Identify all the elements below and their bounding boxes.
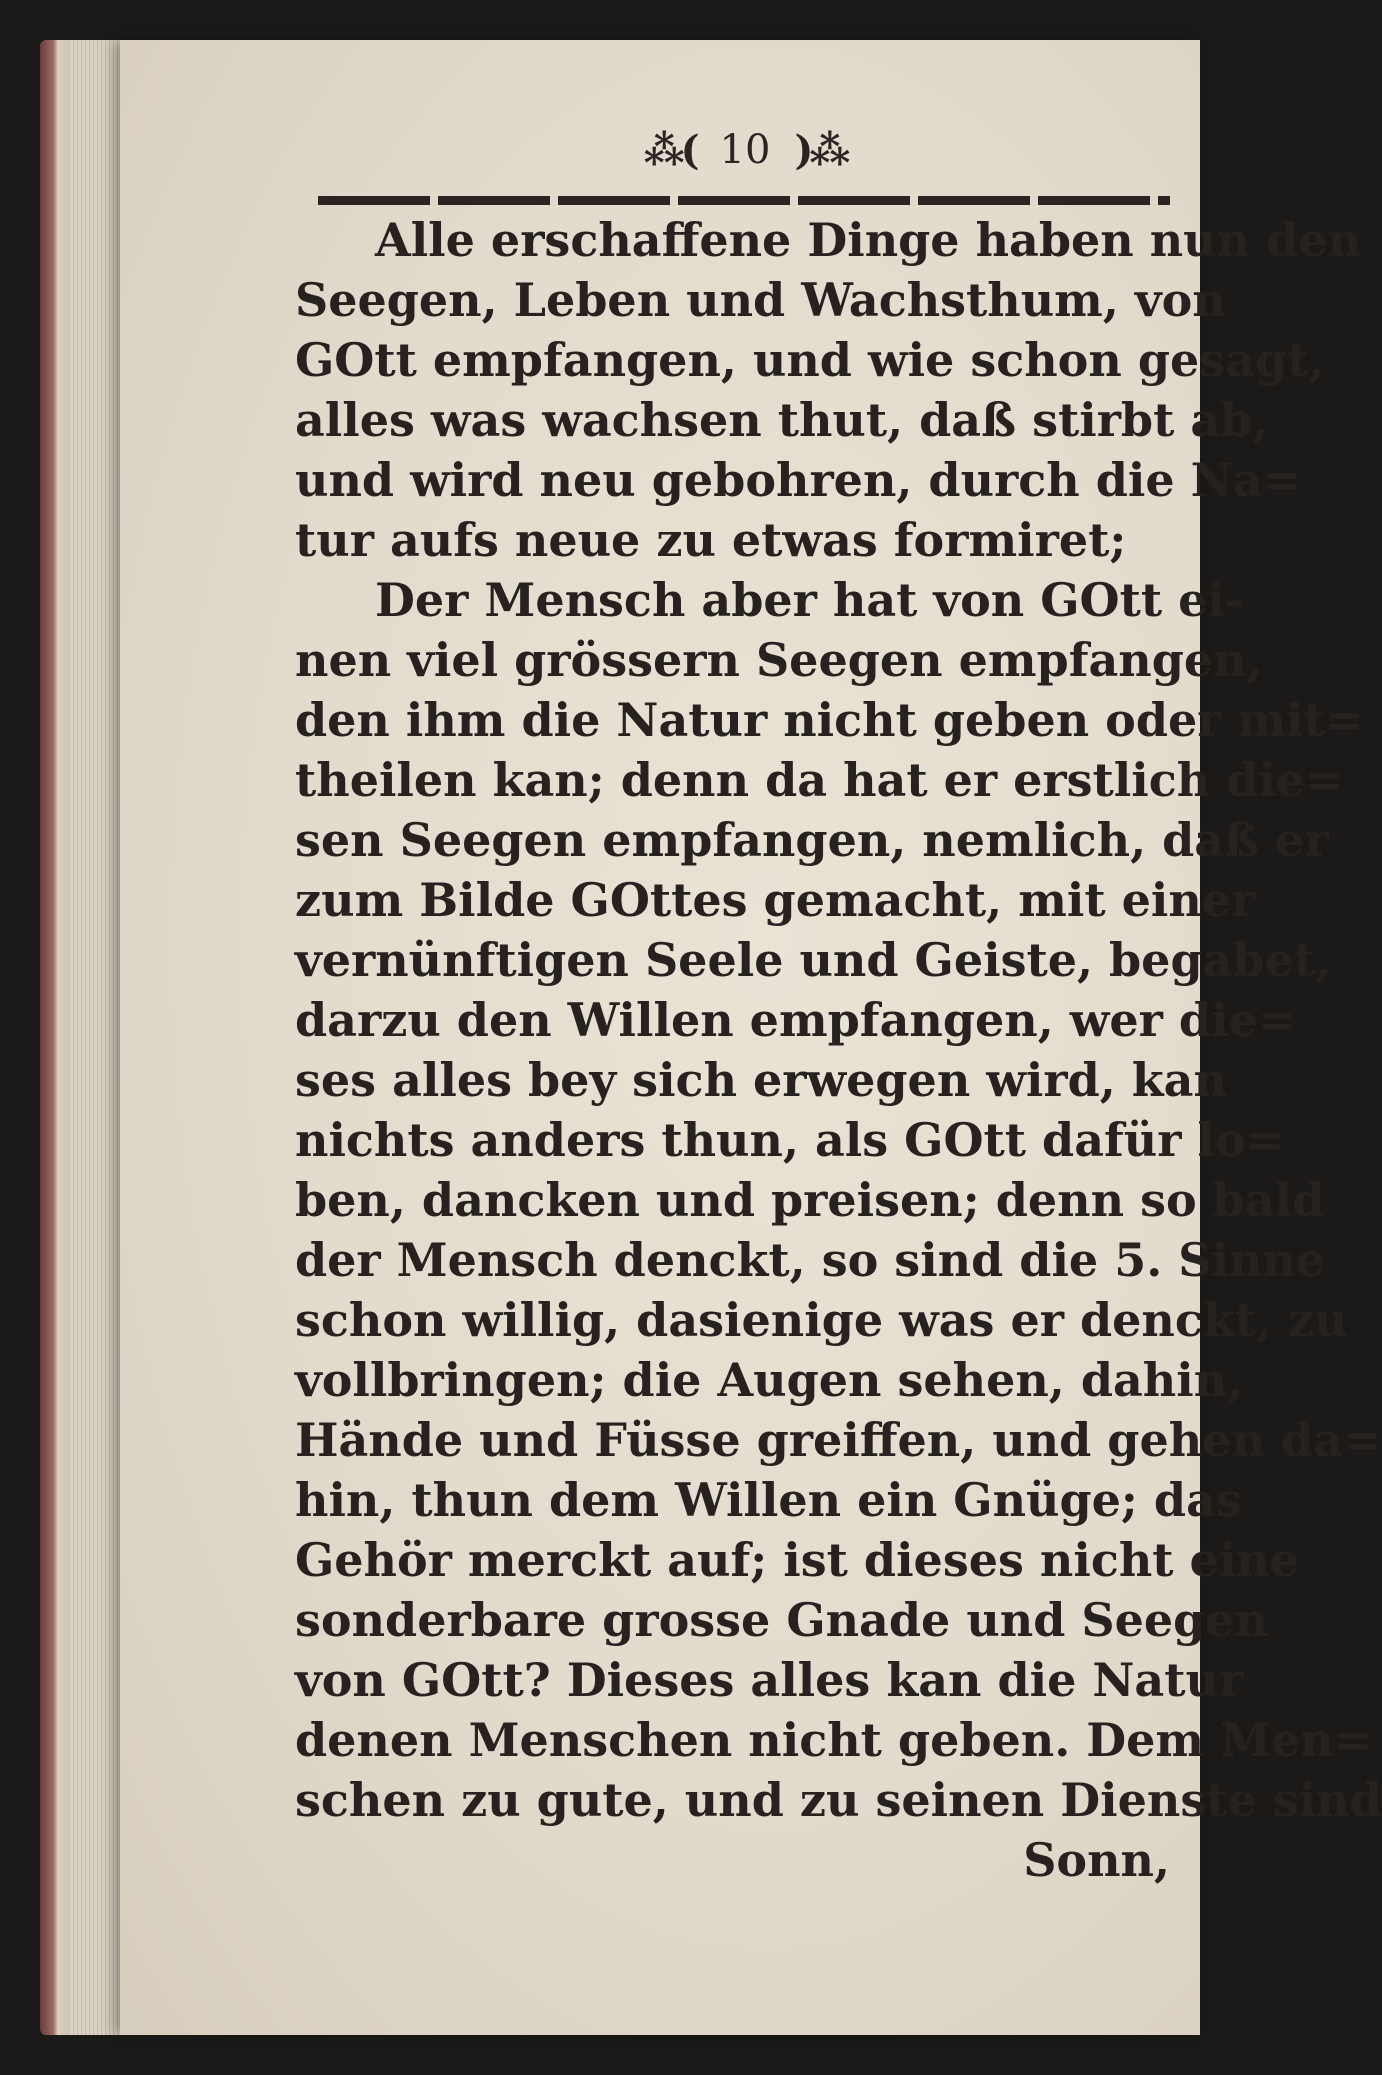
text-line: Seegen, Leben und Wachsthum, von: [295, 273, 1226, 327]
text-line: vernünftigen Seele und Geiste, begabet,: [295, 933, 1332, 987]
text-line: schon willig, dasienige was er denckt, zu: [295, 1293, 1348, 1347]
text-line: Gehör merckt auf; ist dieses nicht eine: [295, 1533, 1299, 1587]
text-line: von GOtt? Dieses alles kan die Natur: [295, 1653, 1244, 1707]
catchword: Sonn,: [1023, 1833, 1170, 1887]
text-line: GOtt empfangen, und wie schon gesagt,: [295, 333, 1325, 387]
text-line: den ihm die Natur nicht geben oder mit=: [295, 693, 1364, 747]
text-line: tur aufs neue zu etwas formiret;: [295, 513, 1127, 567]
text-line: alles was wachsen thut, daß stirbt ab,: [295, 393, 1269, 447]
text-line: ses alles bey sich erwegen wird, kan: [295, 1053, 1227, 1107]
text-line: theilen kan; denn da hat er erstlich die=: [295, 753, 1344, 807]
text-line: Der Mensch aber hat von GOtt ei-: [375, 573, 1244, 627]
text-line: nen viel grössern Seegen empfangen,: [295, 633, 1263, 687]
text-line: hin, thun dem Willen ein Gnüge; das: [295, 1473, 1242, 1527]
text-line: der Mensch denckt, so sind die 5. Sinne: [295, 1233, 1326, 1287]
text-line: und wird neu gebohren, durch die Na=: [295, 453, 1302, 507]
text-line: Hände und Füsse greiffen, und gehen da=: [295, 1413, 1382, 1467]
page-number: 10: [719, 127, 771, 173]
text-line: darzu den Willen empfangen, wer die=: [295, 993, 1297, 1047]
page-header: [320, 120, 1170, 180]
header-ornament-left: ⁂(: [643, 126, 696, 174]
text-line: nichts anders thun, als GOtt dafür lo=: [295, 1113, 1285, 1167]
text-line: vollbringen; die Augen sehen, dahin,: [295, 1353, 1244, 1407]
text-line: schen zu gute, und zu seinen Dienste sind: [295, 1773, 1382, 1827]
text-line: sen Seegen empfangen, nemlich, daß er: [295, 813, 1329, 867]
text-line: Alle erschaffene Dinge haben nun den: [375, 213, 1361, 267]
header-ornament-right: )⁂: [794, 126, 847, 174]
text-line: ben, dancken und preisen; denn so bald: [295, 1173, 1325, 1227]
text-line: denen Menschen nicht geben. Dem Men=: [295, 1713, 1373, 1767]
body-text: [295, 210, 1382, 1890]
text-line: sonderbare grosse Gnade und Seegen: [295, 1593, 1269, 1647]
header-rule: [318, 196, 1170, 205]
text-line: zum Bilde GOttes gemacht, mit einer: [295, 873, 1256, 927]
